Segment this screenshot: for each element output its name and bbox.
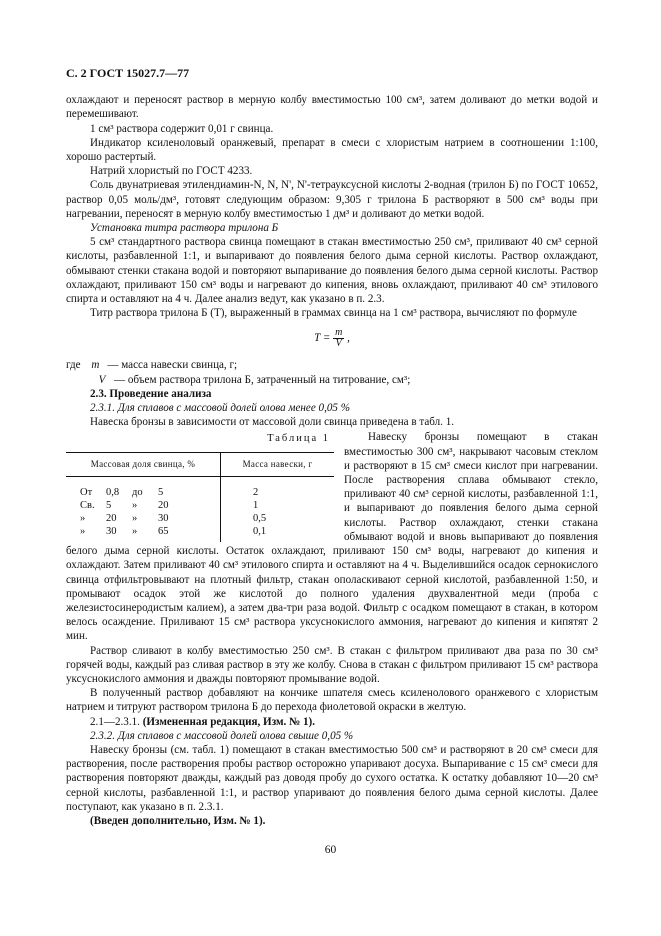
range-prefix: »: [80, 525, 86, 537]
amendment-note-2: (Введен дополнительно, Изм. № 1).: [90, 814, 266, 827]
range-mid: до: [132, 486, 143, 498]
page-header: С. 2 ГОСТ 15027.7—77: [66, 66, 190, 80]
legend-lead: где: [66, 359, 81, 372]
paragraph-14: Навеску бронзы (см. табл. 1) помещают в стакан вместимостью 500 см³ и растворяют в 20 см³ смеси для растворения, после растворения пробы раствор осторожно упаривают досуха. Выпаривание с 15 см³ смеси для растворения повторяют дважды, каждый раз доводя пробу до сухого остатка. К остатку добавляют 10—20 см³ серной кислоты, разбавленной 1:1, и раствор упаривают до появления белого дыма серной кислоты. Далее поступают, как указано в п. 2.3.1.: [66, 743, 598, 813]
paragraph-3: Индикатор ксиленоловый оранжевый, препарат в смеси с хлористым натрием в соотношении 1:100, хорошо растертый.: [66, 136, 598, 164]
range-from: 30: [106, 525, 117, 537]
paragraph-8: Титр раствора трилона Б (T), выраженный в граммах свинца на 1 см³ раствора, вычисляют по формуле: [90, 307, 577, 320]
page-number: 60: [324, 844, 337, 856]
range-to: 30: [158, 512, 169, 524]
range-mid: »: [132, 499, 138, 511]
table-header-lead-fraction: Массовая доля свинца, %: [66, 452, 221, 476]
range-to: 20: [158, 499, 169, 511]
formula-denominator: V: [335, 338, 342, 350]
legend-def-m: — масса навески свинца, г;: [107, 359, 238, 372]
range-from: 5: [106, 499, 112, 511]
formula-fraction: [333, 328, 344, 349]
range-prefix: Св.: [80, 499, 95, 511]
amendment-text: (Измененная редакция, Изм. № 1).: [142, 715, 316, 728]
formula-legend: [66, 358, 598, 386]
sample-mass: 0,1: [253, 525, 267, 537]
formula-numerator: m: [335, 327, 343, 339]
paragraph-12: В полученный раствор добавляют на кончике шпателя смесь ксиленолового оранжевого с хлористым натрием и титруют раствором трилона Б до перехода фиолетовой окраски в желтую.: [66, 687, 598, 714]
subheading-titer: Установка титра раствора трилона Б: [90, 222, 279, 235]
legend-symbol-v: V: [98, 373, 106, 386]
range-mid: »: [132, 512, 138, 524]
paragraph-1: охлаждают и переносят раствор в мерную колбу вместимостью 100 см³, затем доливают до метки водой и перемешивают.: [66, 94, 598, 121]
table-header-sample-mass: Масса навески, г: [221, 452, 335, 476]
table-row: [66, 525, 334, 542]
table-section: [66, 430, 598, 643]
range-to: 65: [158, 525, 169, 537]
legend-def-v: — объем раствора трилона Б, затраченный на титрование, см³;: [114, 373, 411, 386]
section-2-3-1-heading: 2.3.1. Для сплавов с массовой долей олова менее 0,05 %: [90, 402, 350, 415]
amendment-note-1: [66, 715, 598, 729]
range-prefix: От: [80, 486, 93, 498]
sample-mass: 2: [253, 486, 259, 498]
table-row: [66, 499, 334, 512]
table-caption: Таблица 1: [267, 433, 330, 445]
range-mid: »: [132, 525, 138, 537]
document-page: [66, 66, 598, 828]
paragraph-9: Навеска бронзы в зависимости от массовой доли свинца приведена в табл. 1.: [90, 416, 455, 429]
mass-table: [66, 452, 334, 542]
paragraph-4: Натрий хлористый по ГОСТ 4233.: [90, 165, 253, 178]
paragraph-2: 1 см³ раствора содержит 0,01 г свинца.: [90, 122, 274, 135]
table-row: [66, 476, 334, 499]
table-row: [66, 512, 334, 525]
paragraph-10: Навеску бронзы помещают в стакан вместимостью 300 см³, накрывают часовым стеклом и растворяют в 15 см³ смеси кислот при нагревании. После растворения сплава обмывают стекло, приливают 40 см³ серной кислоты, разбавленной 1:1, и выпаривают до появления белого дыма серной кислоты. Раствор охлаждают, стенки стакана обмывают водой и вновь выпаривают до появления белого дыма серной кислоты. Остаток охлаждают, приливают 150 см³ воды, нагревают до кипения и охлаждают. Затем приливают 40 см³ этилового спирта и оставляют на 4 ч. Выделившийся осадок сернокислого свинца отфильтровывают на плотный фильтр, стакан ополаскивают серной кислотой, разбавленной 1:50, и промывают осадок этой же кислотой до полного удаления двухвалентной меди (проба с железистосинеродистым калием), а затем два-три раза водой. Фильтр с осадком помещают в стакан, в котором велось осаждение. Приливают 15 см³ раствора уксуснокислого аммония, нагревают до кипения и кипятят 2 мин.: [66, 431, 598, 643]
section-2-3-heading: 2.3. Проведение анализа: [90, 387, 212, 400]
formula-lhs: T =: [314, 332, 334, 345]
paragraph-7: 5 см³ стандартного раствора свинца помещают в стакан вместимостью 250 см³, приливают 40 см³ серной кислоты, разбавленной 1:1, и выпаривают до появления белого дыма серной кислоты. Раствор охлаждают, обмывают стенки стакана водой и повторяют выпаривание до появления белого дыма серной кислоты. Раствор охлаждают, приливают 150 см³ воды и нагревают до кипения, вновь охлаждают, приливают 40 см³ этилового спирта и оставляют на 4 ч. Далее анализ ведут, как указано в п. 2.3.: [66, 236, 598, 306]
paragraph-5: Соль двунатриевая этилендиамин-N, N, N', N'-тетрауксусной кислоты 2-водная (трилон Б) по ГОСТ 10652, раствор 0,05 моль/дм³, готовят следующим образом: 9,305 г трилона Б растворяют в 500 см³ воды при нагревании, переносят в мерную колбу вместимостью 1 дм³ и доливают до метки водой.: [66, 179, 598, 220]
range-from: 0,8: [106, 486, 120, 498]
formula: [66, 328, 598, 349]
range-prefix: »: [80, 512, 86, 524]
paragraph-11: Раствор сливают в колбу вместимостью 250 см³. В стакан с фильтром приливают два раза по 30 см³ горячей воды, каждый раз сливая раствор в эту же колбу. Снова в стакан с фильтром приливают 15 см³ раствора уксуснокислого аммония и дважды повторяют промывание водой.: [66, 644, 598, 685]
table-1: [66, 432, 334, 541]
sample-mass: 1: [253, 499, 259, 511]
legend-symbol-m: m: [91, 359, 100, 372]
section-2-3-2-heading: 2.3.2. Для сплавов с массовой долей олова свыше 0,05 %: [90, 729, 354, 742]
amendment-ref: 2.1—2.3.1.: [90, 715, 140, 728]
sample-mass: 0,5: [253, 512, 267, 524]
range-to: 5: [158, 486, 164, 498]
range-from: 20: [106, 512, 117, 524]
formula-tail: ,: [347, 332, 350, 345]
